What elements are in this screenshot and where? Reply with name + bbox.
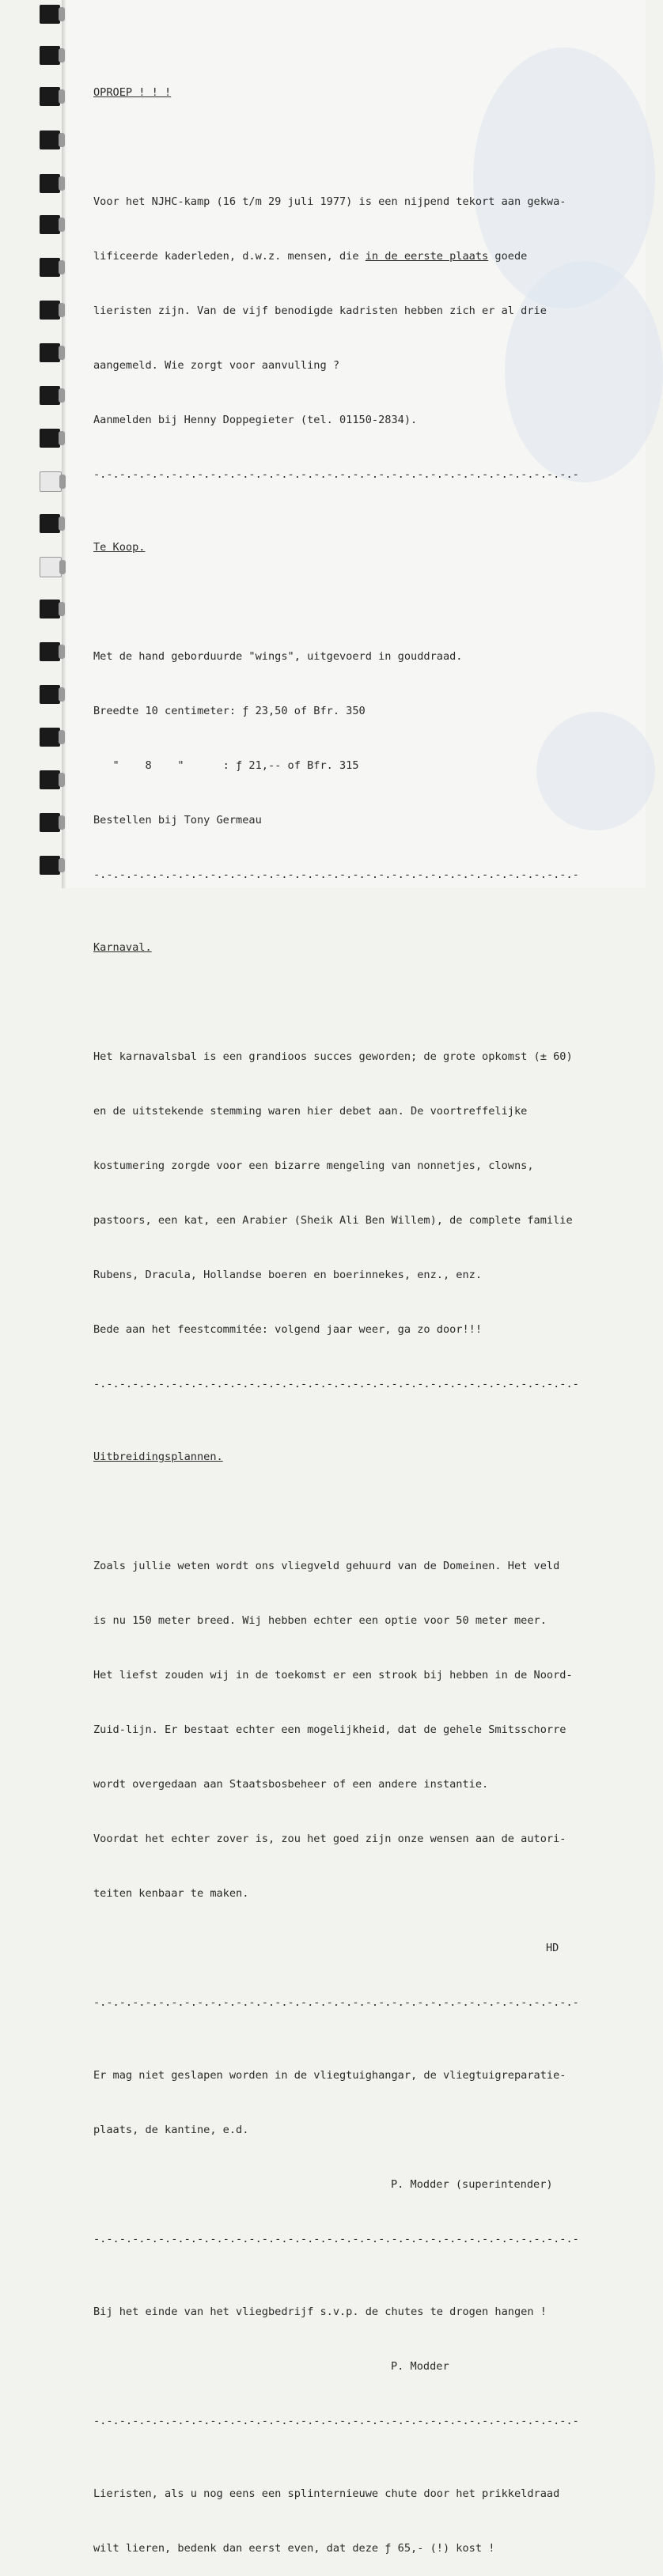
oproep-line: Aanmelden bij Henny Doppegieter (tel. 01150-2834). bbox=[93, 414, 418, 426]
signature-modder: P. Modder (superintender) bbox=[391, 2178, 553, 2191]
uitbreiding-line: wordt overgedaan aan Staatsbosbeheer of een andere instantie. bbox=[93, 1778, 489, 1791]
lieristen-line: wilt lieren, bedenk dan eerst even, dat deze ƒ 65,- (!) kost ! bbox=[93, 2542, 495, 2555]
karnaval-line: Rubens, Dracula, Hollandse boeren en boerinnekes, enz., enz. bbox=[93, 1269, 483, 1281]
uitbreiding-line: is nu 150 meter breed. Wij hebben echter een optie voor 50 meter meer. bbox=[93, 1614, 547, 1627]
signature-modder: P. Modder bbox=[391, 2360, 449, 2373]
divider: -.-.-.-.-.-.-.-.-.-.-.-.-.-.-.-.-.-.-.-.-.-.-.-.-.-.-.-.-.-.-.-.-.-.-.-.-.- bbox=[93, 468, 579, 481]
tekoop-line: Met de hand geborduurde "wings", uitgevoerd in gouddraad. bbox=[93, 650, 463, 663]
karnaval-line: pastoors, een kat, een Arabier (Sheik Ali Ben Willem), de complete familie bbox=[93, 1214, 573, 1227]
divider: -.-.-.-.-.-.-.-.-.-.-.-.-.-.-.-.-.-.-.-.-.-.-.-.-.-.-.-.-.-.-.-.-.-.-.-.-.- bbox=[93, 2415, 579, 2427]
heading-te-koop: Te Koop. bbox=[93, 541, 146, 554]
tekoop-line: Bestellen bij Tony Germeau bbox=[93, 814, 262, 827]
lieristen-line: Lieristen, als u nog eens een splinternieuwe chute door het prikkeldraad bbox=[93, 2487, 560, 2500]
underlined-phrase: in de eerste plaats bbox=[365, 250, 489, 263]
chutes-line: Bij het einde van het vliegbedrijf s.v.p. de chutes te drogen hangen ! bbox=[93, 2306, 547, 2318]
karnaval-line: Het karnavalsbal is een grandioos succes geworden; de grote opkomst (± 60) bbox=[93, 1050, 573, 1063]
heading-karnaval: Karnaval. bbox=[93, 941, 152, 954]
oproep-line: lificeerde kaderleden, d.w.z. mensen, die in de eerste plaats goede bbox=[93, 250, 528, 263]
uitbreiding-line: Zuid-lijn. Er bestaat echter een mogelijkheid, dat de gehele Smitsschorre bbox=[93, 1723, 566, 1736]
signature-hd: HD bbox=[546, 1942, 559, 1954]
divider: -.-.-.-.-.-.-.-.-.-.-.-.-.-.-.-.-.-.-.-.-.-.-.-.-.-.-.-.-.-.-.-.-.-.-.-.-.- bbox=[93, 2233, 579, 2245]
uitbreiding-line: Het liefst zouden wij in de toekomst er een strook bij hebben in de Noord- bbox=[93, 1669, 573, 1681]
oproep-line: lieristen zijn. Van de vijf benodigde kadristen hebben zich er al drie bbox=[93, 305, 547, 317]
typed-newsletter-text bbox=[93, 47, 639, 2576]
uitbreiding-line: Zoals jullie weten wordt ons vliegveld gehuurd van de Domeinen. Het veld bbox=[93, 1560, 560, 1572]
karnaval-line: en de uitstekende stemming waren hier debet aan. De voortreffelijke bbox=[93, 1105, 528, 1118]
slapen-line: Er mag niet geslapen worden in de vliegtuighangar, de vliegtuigreparatie- bbox=[93, 2069, 566, 2082]
heading-uitbreidingsplannen: Uitbreidingsplannen. bbox=[93, 1451, 223, 1463]
tekoop-line: Breedte 10 centimeter: ƒ 23,50 of Bfr. 350 bbox=[93, 705, 366, 717]
divider: -.-.-.-.-.-.-.-.-.-.-.-.-.-.-.-.-.-.-.-.-.-.-.-.-.-.-.-.-.-.-.-.-.-.-.-.-.- bbox=[93, 868, 579, 881]
karnaval-line: kostumering zorgde voor een bizarre mengeling van nonnetjes, clowns, bbox=[93, 1159, 534, 1172]
divider: -.-.-.-.-.-.-.-.-.-.-.-.-.-.-.-.-.-.-.-.-.-.-.-.-.-.-.-.-.-.-.-.-.-.-.-.-.- bbox=[93, 1378, 579, 1390]
tekoop-line: " 8 " : ƒ 21,-- of Bfr. 315 bbox=[93, 759, 359, 772]
uitbreiding-line: Voordat het echter zover is, zou het goed zijn onze wensen aan de autori- bbox=[93, 1833, 566, 1845]
heading-oproep: OPROEP ! ! ! bbox=[93, 86, 172, 99]
spiral-binding bbox=[36, 0, 68, 888]
oproep-line: aangemeld. Wie zorgt voor aanvulling ? bbox=[93, 359, 339, 372]
divider: -.-.-.-.-.-.-.-.-.-.-.-.-.-.-.-.-.-.-.-.-.-.-.-.-.-.-.-.-.-.-.-.-.-.-.-.-.- bbox=[93, 1996, 579, 2009]
uitbreiding-line: teiten kenbaar te maken. bbox=[93, 1887, 249, 1900]
slapen-line: plaats, de kantine, e.d. bbox=[93, 2124, 249, 2136]
karnaval-line: Bede aan het feestcommitée: volgend jaar weer, ga zo door!!! bbox=[93, 1323, 483, 1336]
oproep-line: Voor het NJHC-kamp (16 t/m 29 juli 1977) is een nijpend tekort aan gekwa- bbox=[93, 195, 566, 208]
